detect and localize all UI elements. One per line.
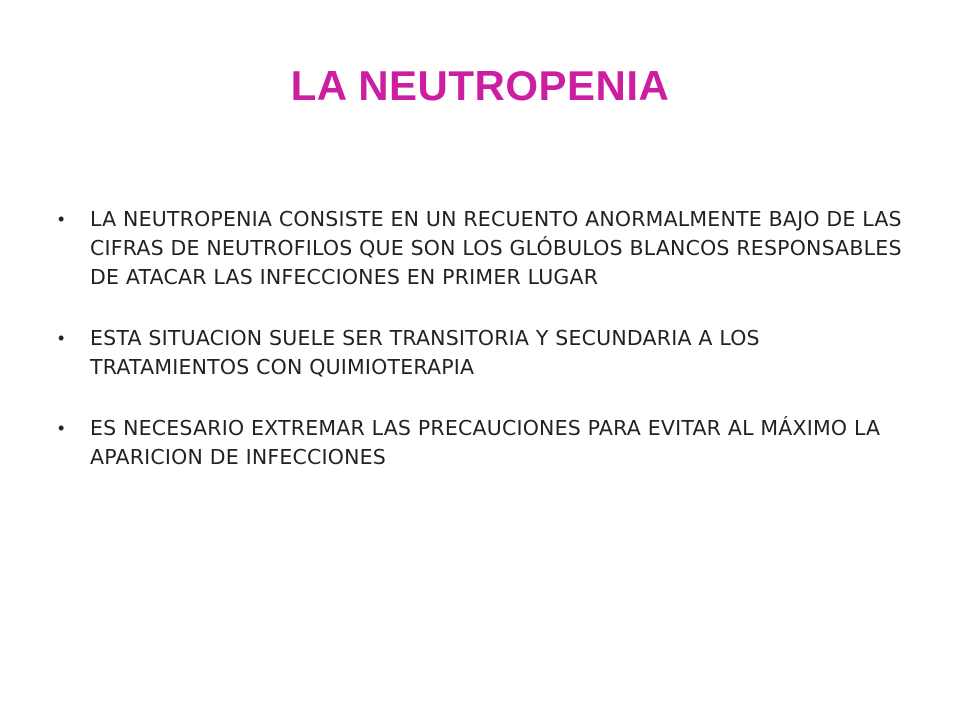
bullet-text: ESTA SITUACION SUELE SER TRANSITORIA Y SECUNDARIA A LOS TRATAMIENTOS CON QUIMIOTERAPIA	[90, 326, 760, 379]
bullet-icon: •	[58, 209, 65, 229]
bullet-item-1	[58, 205, 918, 292]
bullet-item-2	[58, 324, 918, 382]
bullet-text: ES NECESARIO EXTREMAR LAS PRECAUCIONES PARA EVITAR AL MÁXIMO LA APARICION DE INFECCIONES	[90, 416, 881, 469]
bullet-icon: •	[58, 328, 65, 348]
bullet-item-3	[58, 414, 918, 472]
bullet-text: LA NEUTROPENIA CONSISTE EN UN RECUENTO ANORMALMENTE BAJO DE LAS CIFRAS DE NEUTROFILOS QUE SON LOS GLÓBULOS BLANCOS RESPONSABLES DE ATACAR LAS INFECCIONES EN PRIMER LUGAR	[90, 207, 902, 289]
bullet-list	[58, 205, 918, 504]
slide-title: LA NEUTROPENIA	[290, 62, 670, 109]
bullet-icon: •	[58, 418, 65, 438]
